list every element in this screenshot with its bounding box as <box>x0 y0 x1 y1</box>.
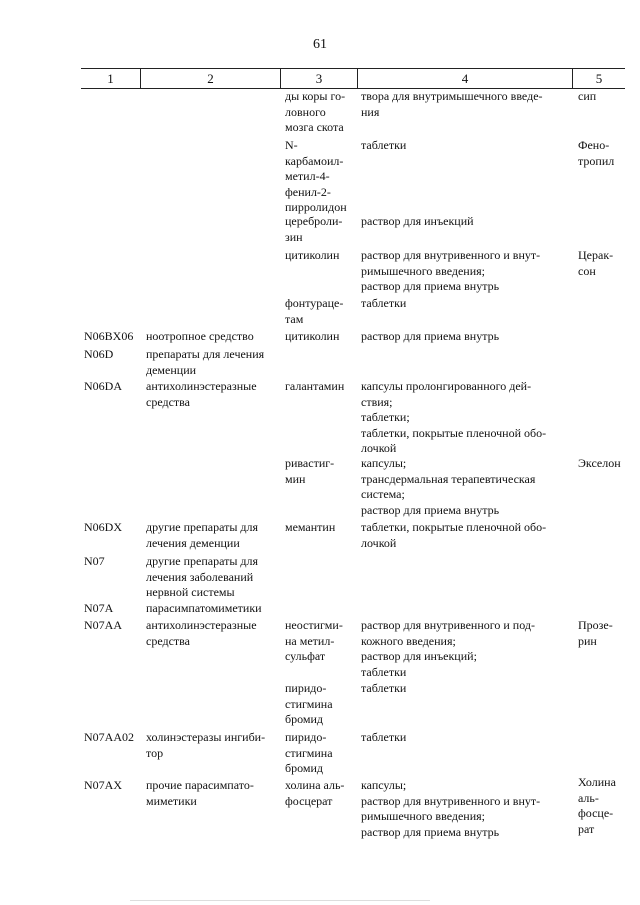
cell-group: ноотропное средство <box>146 329 254 343</box>
cell-code: N06DX <box>84 520 122 534</box>
cell-code: N06DA <box>84 379 122 393</box>
cell-trade-name: сип <box>578 89 597 103</box>
cell-form: капсулы пролонгированного дей- ствия; таблетки; таблетки, покрытые пленочной обо- лочкой <box>361 379 547 455</box>
cell-code: N06D <box>84 347 114 361</box>
cell-form: твора для внутримышечного введе- ния <box>361 89 543 119</box>
cell-group: препараты для лечения деменции <box>146 347 265 377</box>
cell-substance: галантамин <box>285 379 345 393</box>
cell-trade-name: Прозе- рин <box>578 618 613 648</box>
cell-substance: N- карбамоил- метил-4- фенил-2- пирролидон <box>285 138 347 214</box>
cell-code: N06BX06 <box>84 329 134 343</box>
cell-code: N07AA <box>84 618 122 632</box>
cell-substance: неостигми- на метил- сульфат <box>285 618 343 663</box>
cell-group: другие препараты для лечения заболеваний нервной системы <box>146 554 259 599</box>
cell-code: N07A <box>84 601 114 615</box>
cell-trade-name: Экселон <box>578 456 621 470</box>
cell-group: прочие парасимпато- миметики <box>146 778 254 808</box>
cell-form: таблетки <box>361 296 407 310</box>
cell-form: капсулы; раствор для внутривенного и внут- римышечного введения; раствор для приема внутрь <box>361 778 541 839</box>
cell-substance: цитиколин <box>285 329 340 343</box>
cell-substance: ривастиг- мин <box>285 456 335 486</box>
cell-form: раствор для внутривенного и под- кожного введения; раствор для инъекций; таблетки <box>361 618 535 679</box>
header-col-5: 5 <box>595 71 603 86</box>
cell-substance: холина аль- фосцерат <box>285 778 345 808</box>
cell-form: капсулы; трансдермальная терапевтическая система; раствор для приема внутрь <box>361 456 536 517</box>
scan-artifact-line <box>130 900 430 901</box>
cell-form: таблетки <box>361 681 407 695</box>
cell-group: холинэстеразы ингиби- тор <box>146 730 266 760</box>
cell-code: N07 <box>84 554 105 568</box>
cell-form: таблетки <box>361 138 407 152</box>
cell-form: таблетки <box>361 730 407 744</box>
cell-group: антихолинэстеразные средства <box>146 379 257 409</box>
cell-form: таблетки, покрытые пленочной обо- лочкой <box>361 520 547 550</box>
cell-trade-name: Холина аль- фосце- рат <box>578 775 616 836</box>
page-number: 61 <box>313 37 327 52</box>
cell-substance: ды коры го- ловного мозга скота <box>285 89 346 134</box>
cell-group: антихолинэстеразные средства <box>146 618 257 648</box>
cell-form: раствор для инъекций <box>361 214 474 228</box>
cell-code: N07AX <box>84 778 122 792</box>
cell-substance: цитиколин <box>285 248 340 262</box>
header-col-3: 3 <box>315 71 323 86</box>
cell-form: раствор для приема внутрь <box>361 329 500 343</box>
header-col-2: 2 <box>207 71 214 86</box>
cell-trade-name: Церак- сон <box>578 248 614 278</box>
header-col-1: 1 <box>107 71 114 86</box>
cell-substance: фонтураце- там <box>285 296 344 326</box>
cell-substance: мемантин <box>285 520 336 534</box>
table-header <box>81 68 625 89</box>
cell-form: раствор для внутривенного и внут- римышечного введения; раствор для приема внутрь <box>361 248 541 293</box>
cell-group: другие препараты для лечения деменции <box>146 520 259 550</box>
cell-trade-name: Фено- тропил <box>578 138 615 168</box>
cell-substance: пиридо- стигмина бромид <box>285 730 333 775</box>
cell-group: парасимпатомиметики <box>146 601 262 615</box>
header-col-4: 4 <box>461 71 469 86</box>
cell-substance: пиридо- стигмина бромид <box>285 681 333 726</box>
cell-code: N07AA02 <box>84 730 134 744</box>
cell-substance: цереброли- зин <box>285 214 343 244</box>
